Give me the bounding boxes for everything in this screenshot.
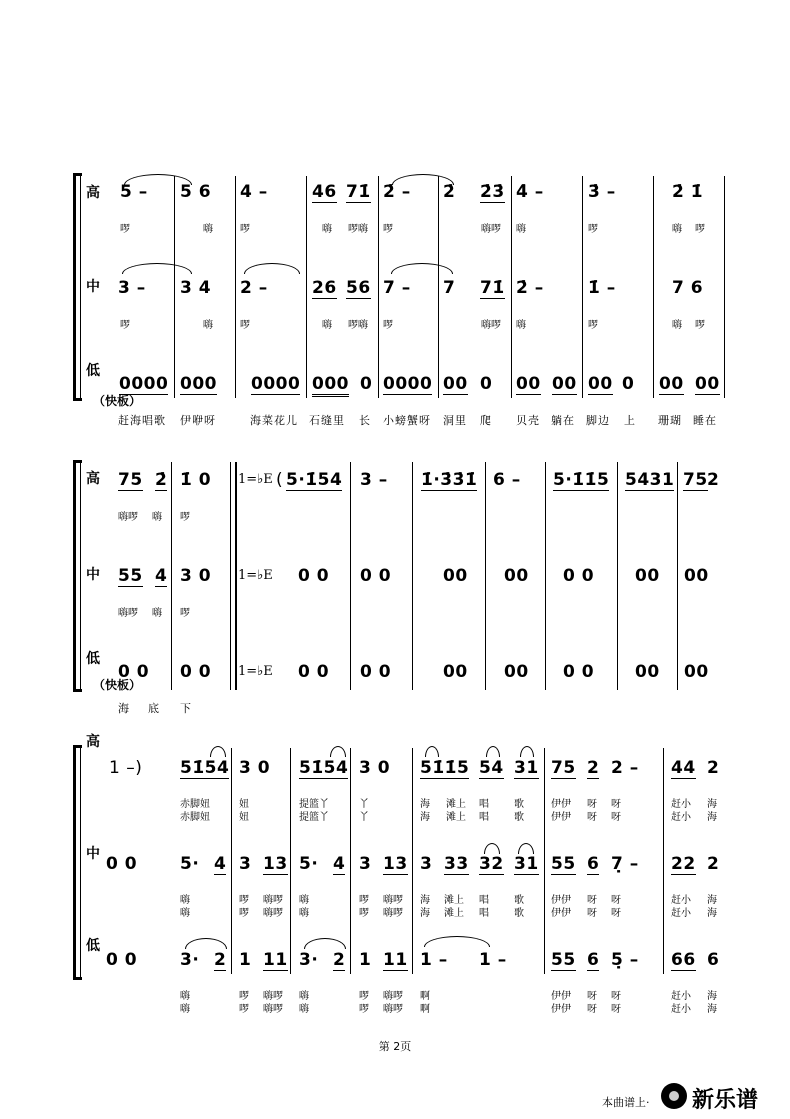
lyric: 海 — [420, 799, 430, 810]
note: 000 — [180, 374, 217, 394]
note: 3 — [359, 854, 372, 874]
lyric: 嗨 — [516, 320, 526, 331]
note: 2̇ — [155, 470, 168, 490]
barline — [653, 176, 654, 398]
note: 0 — [480, 374, 493, 394]
note: 00 — [504, 566, 529, 586]
system-line — [80, 173, 81, 401]
lyric: 歌 — [514, 895, 524, 906]
note: 1 – — [420, 950, 448, 970]
note: 0 0 — [563, 566, 595, 586]
note: 2 — [707, 758, 720, 778]
barline — [438, 176, 439, 398]
lyric: 伊伊 — [551, 991, 571, 1002]
barline — [617, 462, 618, 690]
note: 5·1̇54 — [286, 470, 343, 490]
lyric: 妞 — [239, 812, 249, 823]
note: 7 6 — [672, 278, 704, 298]
barline — [350, 462, 351, 690]
barline — [378, 176, 379, 398]
note: 2 — [587, 758, 600, 778]
note: 1̇ – — [588, 278, 616, 298]
lyric: 赶小 — [671, 895, 691, 906]
lyric: 啰 — [695, 320, 705, 331]
note: 4 — [214, 854, 227, 874]
key-signature: 1=♭E — [238, 664, 273, 679]
note: 5 6 — [180, 182, 212, 202]
note: 3· — [180, 950, 200, 970]
part-label-low: 低 — [86, 363, 100, 379]
note: 0 0 — [106, 950, 138, 970]
lyric: 海 — [707, 812, 717, 823]
lyric: 海 — [707, 1004, 717, 1015]
page-number: 第 2页 — [378, 1040, 412, 1053]
lyric: 啰 — [239, 895, 249, 906]
lyric: 歌 — [514, 799, 524, 810]
lyric: 啰 — [180, 608, 190, 619]
note: 46 — [312, 182, 337, 202]
slur — [210, 746, 226, 757]
lyric: 嗨啰 — [383, 908, 403, 919]
note: 2 – — [240, 278, 268, 298]
barline — [663, 748, 664, 974]
note: 2 – — [611, 758, 639, 778]
note: 56 — [346, 278, 371, 298]
note: 3 – — [360, 470, 388, 490]
lyric: 海 — [118, 702, 130, 715]
lyric: 唱 — [479, 799, 489, 810]
lyric: 赤脚妞 — [180, 799, 210, 810]
lyric: 啰 — [383, 320, 393, 331]
note: 0000 — [251, 374, 301, 394]
lyric: 啰 — [695, 224, 705, 235]
lyric: 嗨 — [299, 908, 309, 919]
note: 3· — [299, 950, 319, 970]
lyric: 上 — [624, 414, 636, 427]
lyric: 唱 — [479, 812, 489, 823]
note: 11 — [383, 950, 408, 970]
lyric: 嗨 — [322, 320, 332, 331]
note: 00 — [552, 374, 577, 394]
note: 2̇ – — [516, 278, 544, 298]
lyric: 歌 — [514, 812, 524, 823]
note: 00 — [635, 566, 660, 586]
note: 00 — [635, 662, 660, 682]
lyric: 嗨啰 — [263, 1004, 283, 1015]
note: 44 — [671, 758, 696, 778]
note: 00 — [443, 566, 468, 586]
barline — [545, 462, 546, 690]
barline — [677, 462, 678, 690]
lyric: 海 — [420, 895, 430, 906]
lyric: 赶小 — [671, 908, 691, 919]
note: 1 –) — [109, 758, 143, 778]
note: 5·1̇1̇5 — [553, 470, 610, 490]
note: 55 — [551, 854, 576, 874]
note: 00 — [695, 374, 720, 394]
system-bracket — [73, 745, 76, 980]
lyric: 嗨 — [672, 320, 682, 331]
note: 75 — [118, 470, 143, 490]
slur — [484, 843, 500, 854]
note: 4̇ – — [516, 182, 544, 202]
part-label-low: 低 — [86, 938, 100, 954]
lyric: 呀 — [587, 799, 597, 810]
lyric: 啰 — [239, 991, 249, 1002]
system-bracket — [73, 173, 76, 401]
slur — [122, 263, 192, 274]
note: 3 – — [118, 278, 146, 298]
note: 7 – — [383, 278, 411, 298]
note: 00 — [516, 374, 541, 394]
lyric: 呀 — [587, 1004, 597, 1015]
note: 3 — [420, 854, 433, 874]
lyric: 嗨啰 — [383, 991, 403, 1002]
lyric: 啰 — [239, 908, 249, 919]
lyric: 嗨 — [203, 224, 213, 235]
barline — [511, 176, 512, 398]
slur — [425, 746, 439, 757]
lyric: 滩上 — [446, 812, 466, 823]
note: 3 0 — [359, 758, 391, 778]
brand-prefix: 本曲谱上· — [602, 1096, 650, 1109]
slur — [391, 263, 453, 274]
vinyl-record-icon — [661, 1083, 687, 1109]
note: 0 — [622, 374, 635, 394]
lyric: 啰 — [588, 320, 598, 331]
note: 75 — [551, 758, 576, 778]
lyric: 啰 — [359, 1004, 369, 1015]
slur — [330, 746, 346, 757]
lyric: 啰 — [359, 895, 369, 906]
note: 1 — [239, 950, 252, 970]
slur — [424, 936, 490, 947]
note: 000 — [312, 374, 349, 397]
lyric: 赶小 — [671, 991, 691, 1002]
system-bracket — [73, 460, 76, 692]
lyric: 嗨 — [180, 908, 190, 919]
lyric: 唱 — [479, 908, 489, 919]
note: 00 — [659, 374, 684, 394]
barline — [544, 748, 545, 974]
lyric: 啰 — [120, 224, 130, 235]
open-paren: ( — [276, 470, 284, 490]
lyric: 下 — [180, 702, 192, 715]
barline — [485, 462, 486, 690]
lyric: 提篮丫 — [299, 812, 329, 823]
note: 22 — [671, 854, 696, 874]
lyric: 嗨啰 — [383, 895, 403, 906]
lyric: 嗨 — [322, 224, 332, 235]
lyric: 海 — [707, 799, 717, 810]
note: 5· — [299, 854, 319, 874]
lyric: 啰嗨 — [348, 224, 368, 235]
note: 31 — [514, 854, 539, 874]
barline — [290, 748, 291, 974]
note: 13 — [263, 854, 288, 874]
lyric: 底 — [148, 702, 160, 715]
lyric: 海 — [707, 895, 717, 906]
key-signature: 1=♭E — [238, 568, 273, 583]
lyric: 歌 — [514, 908, 524, 919]
note: 5· — [180, 854, 200, 874]
lyric: 嗨啰 — [263, 895, 283, 906]
note: 6 — [587, 950, 600, 970]
lyric: 伊伊 — [551, 895, 571, 906]
lyric: 嗨啰 — [118, 608, 138, 619]
note: 6 — [707, 950, 720, 970]
note: 2̇ — [443, 182, 456, 202]
lyric: 啰 — [120, 320, 130, 331]
note: 00 — [443, 374, 468, 394]
note: 7̣ – — [611, 854, 639, 874]
lyric: 嗨 — [672, 224, 682, 235]
barline — [412, 462, 413, 690]
part-label-high: 高 — [86, 471, 100, 487]
note: 1 – — [479, 950, 507, 970]
note: 2̇3̇ — [480, 182, 505, 202]
lyric: 呀 — [611, 908, 621, 919]
barline — [306, 176, 307, 398]
lyric: 唱 — [479, 895, 489, 906]
note: 7 — [443, 278, 456, 298]
note: 1 — [359, 950, 372, 970]
lyric: 呀 — [611, 991, 621, 1002]
lyric: 海 — [420, 908, 430, 919]
note: 51̇54 — [299, 758, 349, 778]
lyric: 珊瑚 — [658, 414, 682, 427]
lyric: 滩上 — [444, 908, 464, 919]
lyric: 赶小 — [671, 799, 691, 810]
note: 2 — [707, 854, 720, 874]
barline — [235, 176, 236, 398]
lyric: 长 — [359, 414, 371, 427]
note: 4 — [155, 566, 168, 586]
lyric: 脚边 — [586, 414, 610, 427]
tempo-marking: （快板） — [93, 678, 142, 692]
lyric: 嗨啰 — [263, 908, 283, 919]
brand-logo-text[interactable]: 新乐谱 — [692, 1088, 759, 1113]
lyric: 滩上 — [444, 895, 464, 906]
note: 1̇ 0 — [180, 470, 212, 490]
lyric: 嗨 — [180, 1004, 190, 1015]
lyric: 啰 — [588, 224, 598, 235]
lyric: 伊咿呀 — [180, 414, 216, 427]
note: 5431 — [625, 470, 675, 490]
note: 71̇ — [346, 182, 371, 202]
note: 2 — [707, 470, 720, 490]
lyric: 躺在 — [551, 414, 575, 427]
barline — [171, 462, 172, 690]
note: 0 0 — [360, 566, 392, 586]
lyric: 啰 — [383, 224, 393, 235]
note: 32 — [479, 854, 504, 874]
note: 2̇ – — [383, 182, 411, 202]
lyric: 睡在 — [693, 414, 717, 427]
lyric: 海 — [420, 812, 430, 823]
note: 3 0 — [239, 758, 271, 778]
lyric: 啰 — [180, 512, 190, 523]
slur — [304, 938, 346, 949]
lyric: 啊 — [420, 991, 430, 1002]
lyric: 呀 — [611, 1004, 621, 1015]
lyric: 嗨 — [299, 1004, 309, 1015]
lyric: 嗨 — [299, 991, 309, 1002]
slur — [185, 938, 227, 949]
lyric: 呀 — [611, 895, 621, 906]
note: 00 — [443, 662, 468, 682]
note: 0 0 — [563, 662, 595, 682]
note: 0 0 — [360, 662, 392, 682]
slur — [518, 843, 534, 854]
slur — [520, 746, 534, 757]
lyric: 嗨啰 — [118, 512, 138, 523]
lyric: 嗨 — [516, 224, 526, 235]
note: 75 — [683, 470, 708, 490]
lyric: 赶海唱歌 — [118, 414, 166, 427]
note: 00 — [684, 662, 709, 682]
note: 2 — [214, 950, 227, 970]
part-label-high: 高 — [86, 734, 100, 750]
lyric: 呀 — [587, 812, 597, 823]
note: 3̇ – — [588, 182, 616, 202]
note: 00 — [588, 374, 613, 394]
note: 5 – — [120, 182, 148, 202]
part-label-mid: 中 — [86, 567, 100, 583]
lyric: 嗨 — [180, 991, 190, 1002]
lyric: 滩上 — [446, 799, 466, 810]
lyric: 赶小 — [671, 812, 691, 823]
note: 6 – — [493, 470, 521, 490]
lyric: 呀 — [611, 812, 621, 823]
note: 66 — [671, 950, 696, 970]
note: 55 — [551, 950, 576, 970]
lyric: 呀 — [587, 991, 597, 1002]
double-barline — [230, 462, 237, 690]
note: 51̇1̇5 — [420, 758, 470, 778]
note: 4 — [333, 854, 346, 874]
note: 6 — [587, 854, 600, 874]
note: 55 — [118, 566, 143, 586]
note: 0 0 — [180, 662, 212, 682]
tempo-marking: （快板） — [93, 394, 142, 408]
lyric: 啊 — [420, 1004, 430, 1015]
lyric: 啰 — [240, 320, 250, 331]
note: 1̇·3̇3̇1̇ — [421, 470, 478, 490]
lyric: 呀 — [611, 799, 621, 810]
lyric: 嗨 — [180, 895, 190, 906]
lyric: 提篮丫 — [299, 799, 329, 810]
lyric: 爬 — [480, 414, 492, 427]
note: 2 — [333, 950, 346, 970]
lyric: 啰 — [239, 1004, 249, 1015]
lyric: 嗨啰 — [383, 1004, 403, 1015]
part-label-mid: 中 — [86, 279, 100, 295]
note: 00 — [504, 662, 529, 682]
lyric: 丫 — [359, 812, 369, 823]
note: 0000 — [383, 374, 433, 394]
note: 71̇ — [480, 278, 505, 298]
lyric: 妞 — [239, 799, 249, 810]
lyric: 嗨啰 — [263, 991, 283, 1002]
note: 26 — [312, 278, 337, 298]
barline — [582, 176, 583, 398]
slur — [244, 263, 300, 274]
note: 0 0 — [298, 566, 330, 586]
lyric: 嗨 — [152, 512, 162, 523]
note: 13 — [383, 854, 408, 874]
note: 0 0 — [118, 662, 150, 682]
lyric: 贝壳 — [516, 414, 540, 427]
barline — [174, 176, 175, 398]
lyric: 海 — [707, 908, 717, 919]
system-line — [80, 745, 81, 980]
lyric: 伊伊 — [551, 908, 571, 919]
lyric: 石缝里 — [309, 414, 345, 427]
lyric: 嗨啰 — [481, 224, 501, 235]
lyric: 海菜花儿 — [250, 414, 298, 427]
note: 0000 — [119, 374, 169, 394]
part-label-mid: 中 — [86, 846, 100, 862]
lyric: 啰嗨 — [348, 320, 368, 331]
barline — [412, 748, 413, 974]
note: 0 0 — [106, 854, 138, 874]
barline — [350, 748, 351, 974]
lyric: 呀 — [587, 908, 597, 919]
note: 54 — [479, 758, 504, 778]
lyric: 嗨 — [203, 320, 213, 331]
note: 3 4 — [180, 278, 212, 298]
lyric: 海 — [707, 991, 717, 1002]
lyric: 丫 — [359, 799, 369, 810]
note: 31 — [514, 758, 539, 778]
note: 2̇ 1̇ — [672, 182, 704, 202]
lyric: 伊伊 — [551, 812, 571, 823]
note: 5̣ – — [611, 950, 639, 970]
lyric: 啰 — [240, 224, 250, 235]
note: 4 – — [240, 182, 268, 202]
part-label-low: 低 — [86, 651, 100, 667]
lyric: 嗨啰 — [481, 320, 501, 331]
lyric: 赶小 — [671, 1004, 691, 1015]
note: 3 0 — [180, 566, 212, 586]
lyric: 赤脚妞 — [180, 812, 210, 823]
note: 00 — [684, 566, 709, 586]
note: 0 — [360, 374, 373, 394]
system-line — [80, 460, 81, 692]
note: 11 — [263, 950, 288, 970]
note: 51̇54 — [180, 758, 230, 778]
lyric: 伊伊 — [551, 799, 571, 810]
lyric: 嗨 — [152, 608, 162, 619]
note: 33 — [444, 854, 469, 874]
barline — [724, 176, 725, 398]
slur — [486, 746, 500, 757]
lyric: 啰 — [359, 991, 369, 1002]
lyric: 啰 — [359, 908, 369, 919]
lyric: 伊伊 — [551, 1004, 571, 1015]
lyric: 洞里 — [443, 414, 467, 427]
barline — [231, 748, 232, 974]
lyric: 嗨 — [299, 895, 309, 906]
part-label-high: 高 — [86, 185, 100, 201]
lyric: 呀 — [587, 895, 597, 906]
lyric: 小螃蟹呀 — [383, 414, 431, 427]
note: 0 0 — [298, 662, 330, 682]
note: 3 — [239, 854, 252, 874]
key-signature: 1=♭E — [238, 472, 273, 487]
